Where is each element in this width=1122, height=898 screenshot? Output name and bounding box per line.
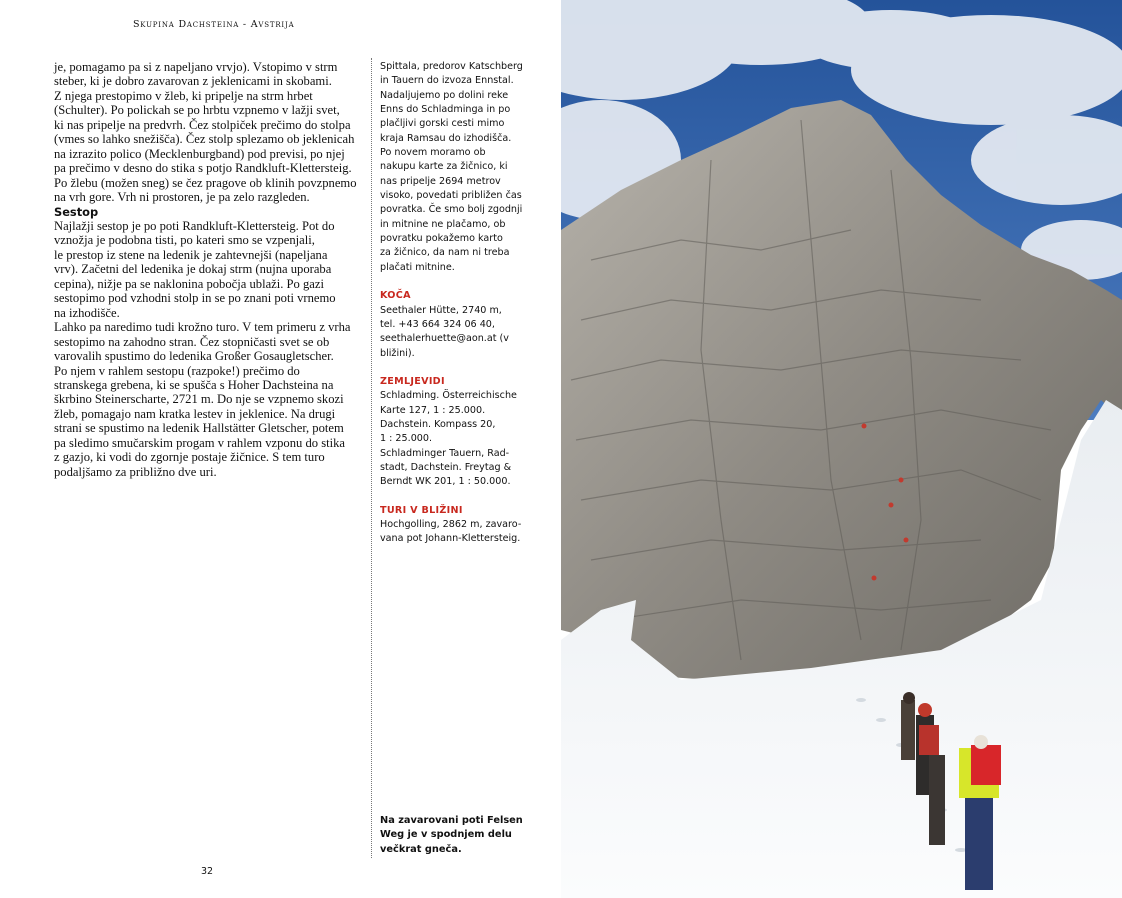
mountain-photo-illustration [561, 0, 1122, 898]
sidebar-intro-line: Spittala, predorov Katschberg [380, 61, 523, 72]
text-line: sestopimo pod vzhodni stolp in se po znani poti vrnemo [54, 291, 336, 306]
text-line: (Schulter). Po polickah se po hrbtu vzpnemo v lažji svet, [54, 103, 340, 118]
text-line: le prestop iz stene na ledenik je zahtevnejši (napeljana [54, 247, 328, 262]
page-number: 32 [201, 866, 214, 877]
sidebar-section-line: 1 : 25.000. [380, 433, 433, 445]
text-line: na izhodišče. [54, 305, 120, 320]
text-line: cepina), nižje pa se naklonina pobočja ublaži. Po gazi [54, 276, 324, 291]
text-line: vznožja je podobna tisti, po kateri smo se vzpenjali, [54, 233, 315, 248]
text-line: na vrh gore. Vrh ni prostoren, je pa zelo razgleden. [54, 190, 310, 205]
text-line: sestopimo na zahodno stran. Čez stopničasti svet se ob [54, 334, 330, 349]
photo-caption [380, 814, 540, 857]
sidebar-sections [380, 289, 545, 547]
sidebar-intro-line: Nadaljujemo po dolini reke [380, 89, 509, 101]
text-line: Lahko pa naredimo tudi krožno turo. V tem primeru z vrha [54, 320, 351, 335]
sidebar-column [380, 60, 545, 547]
sidebar-section-line: Schladminger Tauern, Rad- [380, 447, 510, 459]
text-line: na izrazito polico (Mecklenburgband) pod previsi, po njej [54, 146, 345, 161]
sidebar-section-line: seethalerhuette@aon.at (v [380, 333, 509, 345]
sidebar-intro-line: Po novem moramo ob [380, 147, 486, 159]
main-text-column [54, 60, 366, 479]
sidebar-intro-line: plačljivi gorski cesti mimo [380, 118, 505, 130]
text-line: z gazjo, ki vodi do zgornje postaje žičnice. S tem turo [54, 450, 325, 465]
sidebar-section-line: stadt, Dachstein. Freytag & [380, 461, 512, 473]
sidebar-section-line: bližini). [380, 347, 415, 359]
text-line: Z njega prestopimo v žleb, ki pripelje na strm hrbet [54, 88, 313, 103]
sidebar-section [380, 289, 545, 361]
sidebar-intro-line: nakupu karte za žičnico, ki [380, 161, 508, 173]
sidebar-intro-line: povratka. Če smo bolj zgodnji [380, 204, 523, 216]
text-line: varovalih spustimo do ledenika Großer Gosaugletscher. [54, 349, 334, 364]
sidebar-section-line: Schladming. Österreichische [380, 390, 517, 402]
running-head: Skupina Dachsteina - Avstrija [133, 19, 295, 30]
text-line: steber, ki je dobro zavarovan z jeklenicami in skobami. [54, 74, 332, 89]
sidebar-intro-line: plačati mitnine. [380, 261, 455, 273]
text-line: Po žlebu (možen sneg) se čez pragove ob klinih povzpnemo [54, 175, 357, 190]
sidebar-intro-line: za žičnico, da nam ni treba [380, 247, 510, 259]
text-line: podaljšamo za približno dve uri. [54, 464, 217, 479]
caption-line: Na zavarovani poti Felsen [380, 815, 523, 826]
sidebar-section-line: Berndt WK 201, 1 : 50.000. [380, 476, 511, 488]
sidebar-intro [380, 60, 545, 275]
sidebar-section-heading: TURI V BLIŽINI [380, 504, 463, 516]
caption-line: večkrat gneča. [380, 843, 462, 855]
text-line: je, pomagamo pa si z napeljano vrvjo). Vstopimo v strm [54, 60, 338, 74]
text-line: Po njem v rahlem sestopu (razpoke!) prečimo do [54, 363, 300, 378]
text-line: pa sledimo smučarskim progam v rahlem vzponu do stika [54, 435, 345, 450]
text-line: žleb, pomagajo nam kratka lestev in jeklenice. Na drugi [54, 406, 336, 421]
text-line: pa prečimo v desno do stika s potjo Randkluft-Klettersteig. [54, 161, 352, 176]
sidebar-section-line: Karte 127, 1 : 25.000. [380, 404, 486, 416]
sidebar-section-line: Dachstein. Kompass 20, [380, 418, 496, 430]
sidebar-section-heading: ZEMLJEVIDI [380, 375, 445, 387]
sidebar-section-line: vana pot Johann-Klettersteig. [380, 533, 521, 545]
sidebar-section-line: Hochgolling, 2862 m, zavaro- [380, 518, 522, 530]
sidebar-section [380, 375, 545, 490]
sidebar-section-heading: KOČA [380, 290, 411, 302]
sidebar-intro-line: in Tauern do izvoza Ennstal. [380, 75, 514, 87]
text-line: strani se spustimo na ledenik Hallstätter Gletscher, potem [54, 421, 344, 436]
text-line: vrv). Začetni del ledenika je dokaj strm (nujna uporaba [54, 262, 332, 277]
sidebar-intro-line: visoko, povedati približen čas [380, 190, 522, 202]
sidebar-intro-line: povratku pokažemo karto [380, 233, 503, 245]
mountain-photo [561, 0, 1122, 898]
text-line: Najlažji sestop je po poti Randkluft-Klettersteig. Pot do [54, 218, 335, 233]
column-divider [371, 58, 372, 858]
sidebar-section-line: tel. +43 664 324 06 40, [380, 318, 495, 330]
text-line: ki nas pripelje na predvrh. Čez stolpiček prečimo do stolpa [54, 117, 351, 132]
sidebar-section-line: Seethaler Hütte, 2740 m, [380, 304, 502, 316]
caption-line: Weg je v spodnjem delu [380, 829, 512, 841]
text-line: stranskega grebena, ki se spušča s Hoher Dachsteina na [54, 377, 334, 392]
sidebar-section [380, 504, 545, 547]
sidebar-intro-line: kraja Ramsau do izhodišča. [380, 132, 512, 144]
sidebar-intro-line: Enns do Schladminga in po [380, 104, 511, 116]
text-line: (vmes so lahko snežišča). Čez stolp splezamo ob jeklenicah [54, 132, 355, 147]
text-line: škrbino Steinerscharte, 2721 m. Do nje se vzpnemo skozi [54, 392, 344, 407]
sidebar-intro-line: nas pripelje 2694 metrov [380, 175, 501, 187]
section-heading-sestop: Sestop [54, 204, 99, 219]
sidebar-intro-line: in mitnine ne plačamo, ob [380, 218, 506, 230]
